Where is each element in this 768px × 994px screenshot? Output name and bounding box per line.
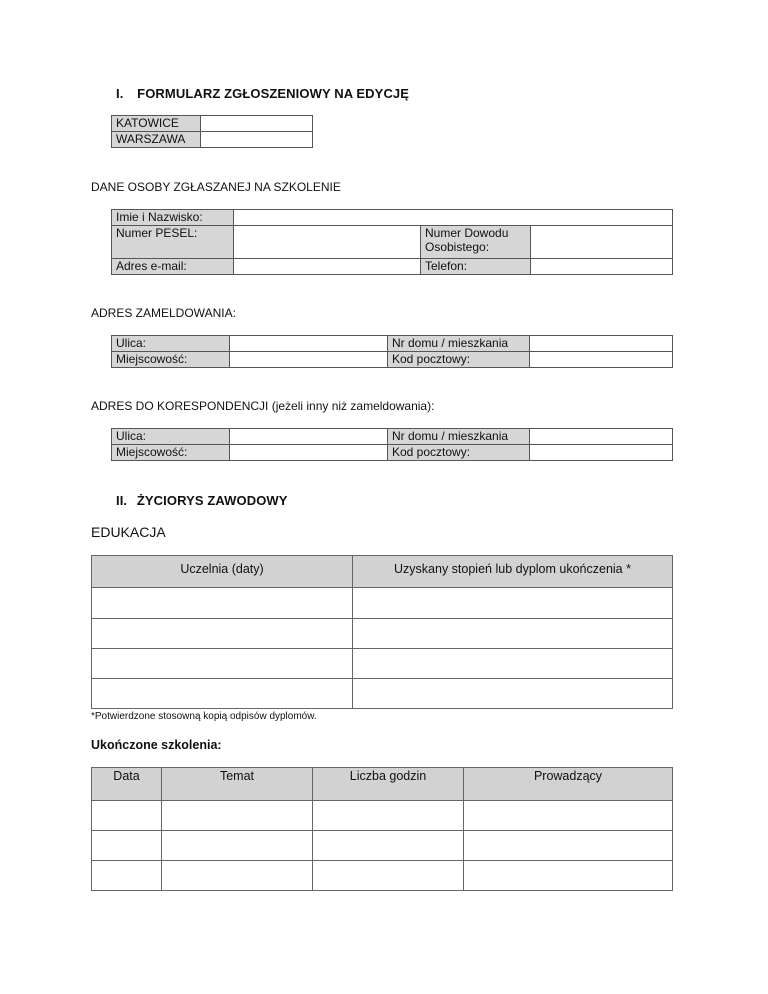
education-col-degree: Uzyskany stopień lub dyplom ukończenia * bbox=[353, 556, 673, 588]
name-label: Imie i Nazwisko: bbox=[112, 210, 234, 226]
registered-address-table bbox=[111, 335, 673, 368]
trainings-cell[interactable] bbox=[464, 831, 673, 861]
section-1-title: FORMULARZ ZGŁOSZENIOWY NA EDYCJĘ bbox=[137, 86, 410, 101]
education-col-school: Uczelnia (daty) bbox=[92, 556, 353, 588]
pesel-field[interactable] bbox=[234, 226, 421, 259]
location-warszawa-label: WARSZAWA bbox=[112, 132, 201, 148]
trainings-cell[interactable] bbox=[313, 801, 464, 831]
trainings-cell[interactable] bbox=[464, 861, 673, 891]
reg-house-field[interactable] bbox=[530, 336, 673, 352]
education-cell[interactable] bbox=[353, 649, 673, 679]
trainings-col-trainer: Prowadzący bbox=[464, 768, 673, 801]
education-cell[interactable] bbox=[92, 679, 353, 709]
location-katowice-label: KATOWICE bbox=[112, 116, 201, 132]
trainings-cell[interactable] bbox=[92, 801, 162, 831]
education-cell[interactable] bbox=[353, 679, 673, 709]
trainings-col-topic: Temat bbox=[162, 768, 313, 801]
trainings-cell[interactable] bbox=[92, 831, 162, 861]
email-label: Adres e-mail: bbox=[112, 259, 234, 275]
pesel-label: Numer PESEL: bbox=[112, 226, 234, 259]
education-cell[interactable] bbox=[353, 588, 673, 619]
id-number-field[interactable] bbox=[531, 226, 673, 259]
person-heading: DANE OSOBY ZGŁASZANEJ NA SZKOLENIE bbox=[91, 180, 341, 194]
id-number-label bbox=[421, 226, 531, 259]
reg-house-label: Nr domu / mieszkania bbox=[388, 336, 530, 352]
trainings-cell[interactable] bbox=[313, 831, 464, 861]
reg-city-field[interactable] bbox=[230, 352, 388, 368]
section-2-heading bbox=[116, 493, 288, 508]
section-1-heading bbox=[116, 86, 409, 101]
corr-postal-field[interactable] bbox=[530, 445, 673, 461]
id-label-line1: Numer Dowodu bbox=[425, 226, 509, 240]
location-table bbox=[111, 115, 313, 148]
trainings-heading: Ukończone szkolenia: bbox=[91, 738, 222, 752]
registered-address-heading: ADRES ZAMELDOWANIA: bbox=[91, 306, 236, 320]
reg-city-label: Miejscowość: bbox=[112, 352, 230, 368]
corr-street-field[interactable] bbox=[230, 429, 388, 445]
correspondence-address-table bbox=[111, 428, 673, 461]
section-2-title: ŻYCIORYS ZAWODOWY bbox=[136, 493, 288, 508]
trainings-col-date: Data bbox=[92, 768, 162, 801]
phone-field[interactable] bbox=[531, 259, 673, 275]
trainings-cell[interactable] bbox=[92, 861, 162, 891]
location-warszawa-checkbox[interactable] bbox=[201, 132, 313, 148]
reg-street-field[interactable] bbox=[230, 336, 388, 352]
corr-house-field[interactable] bbox=[530, 429, 673, 445]
education-cell[interactable] bbox=[353, 619, 673, 649]
education-cell[interactable] bbox=[92, 619, 353, 649]
section-2-number: II. bbox=[116, 493, 128, 508]
trainings-table bbox=[91, 767, 673, 891]
phone-label: Telefon: bbox=[421, 259, 531, 275]
reg-postal-label: Kod pocztowy: bbox=[388, 352, 530, 368]
education-cell[interactable] bbox=[92, 588, 353, 619]
corr-postal-label: Kod pocztowy: bbox=[388, 445, 530, 461]
education-table bbox=[91, 555, 673, 709]
reg-street-label: Ulica: bbox=[112, 336, 230, 352]
corr-city-field[interactable] bbox=[230, 445, 388, 461]
trainings-cell[interactable] bbox=[464, 801, 673, 831]
trainings-cell[interactable] bbox=[162, 801, 313, 831]
corr-house-label: Nr domu / mieszkania bbox=[388, 429, 530, 445]
correspondence-address-heading: ADRES DO KORESPONDENCJI (jeżeli inny niż zameldowania): bbox=[91, 399, 435, 413]
trainings-cell[interactable] bbox=[313, 861, 464, 891]
education-heading: EDUKACJA bbox=[91, 524, 166, 540]
trainings-col-hours: Liczba godzin bbox=[313, 768, 464, 801]
reg-postal-field[interactable] bbox=[530, 352, 673, 368]
location-katowice-checkbox[interactable] bbox=[201, 116, 313, 132]
education-cell[interactable] bbox=[92, 649, 353, 679]
id-label-line2: Osobistego: bbox=[425, 240, 490, 254]
section-1-number: I. bbox=[116, 86, 124, 101]
trainings-cell[interactable] bbox=[162, 861, 313, 891]
education-footnote: *Potwierdzone stosowną kopią odpisów dyplomów. bbox=[91, 711, 317, 722]
email-field[interactable] bbox=[234, 259, 421, 275]
corr-street-label: Ulica: bbox=[112, 429, 230, 445]
trainings-cell[interactable] bbox=[162, 831, 313, 861]
person-table bbox=[111, 209, 673, 275]
name-field[interactable] bbox=[234, 210, 673, 226]
corr-city-label: Miejscowość: bbox=[112, 445, 230, 461]
